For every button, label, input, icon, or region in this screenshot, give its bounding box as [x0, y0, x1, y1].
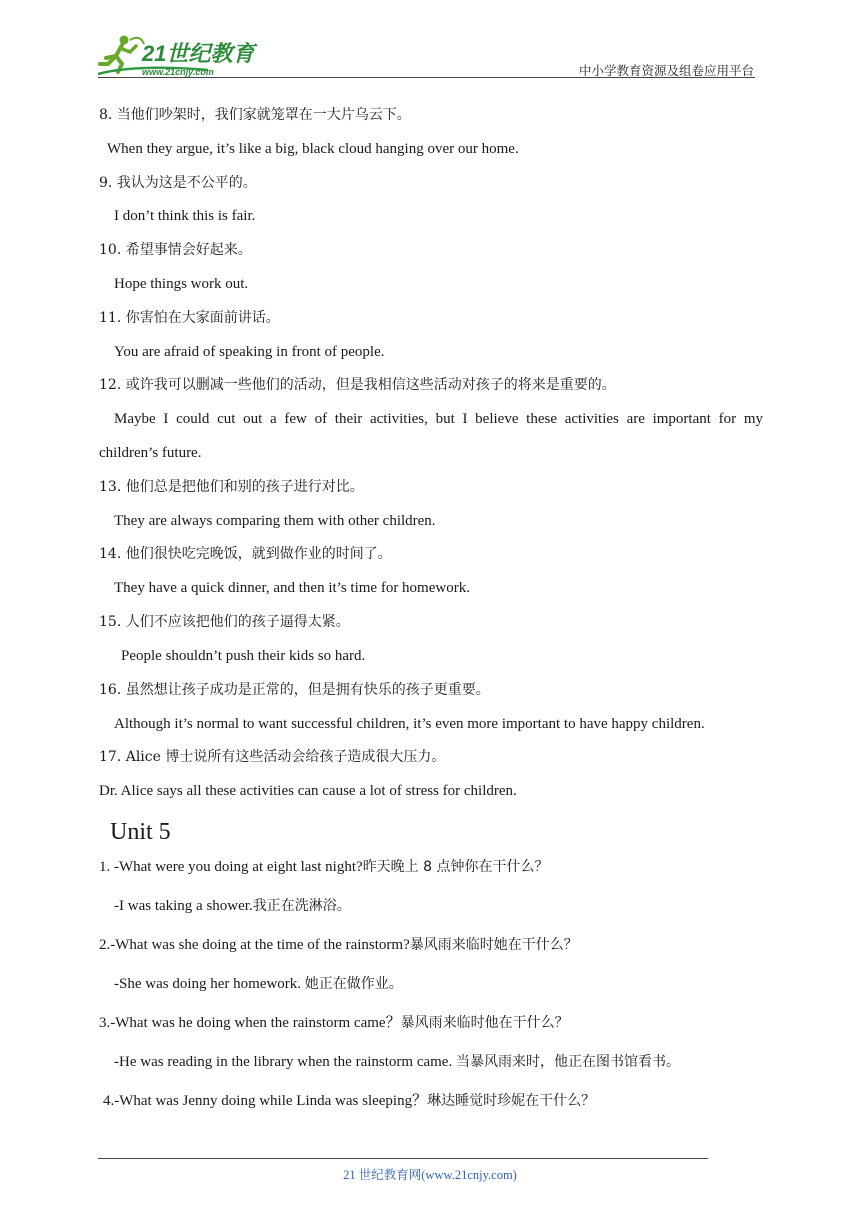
- page-header: [0, 0, 860, 90]
- svg-text:www.21cnjy.com: www.21cnjy.com: [142, 67, 214, 77]
- a2-english: -She was doing her homework.: [114, 976, 305, 992]
- item-10-english: Hope things work out.: [114, 276, 249, 292]
- unit5-q3: [99, 1014, 569, 1032]
- item-13-chinese: 13. 他们总是把他们和别的孩子进行对比。: [99, 479, 364, 495]
- item-12-chinese: 12. 或许我可以删减一些他们的活动，但是我相信这些活动对孩子的将来是重要的。: [99, 377, 616, 393]
- item-14-chinese: 14. 他们很快吃完晚饭，就到做作业的时间了。: [99, 546, 392, 562]
- item-12-english: Maybe I could cut out a few of their activities, but I believe these activities are important for my: [114, 411, 763, 427]
- item-16-chinese: 16. 虽然想让孩子成功是正常的，但是拥有快乐的孩子更重要。: [99, 682, 490, 698]
- q3-chinese: 暴风雨来临时他在干什么？: [400, 1015, 569, 1031]
- item-14-english: They have a quick dinner, and then it’s time for homework.: [114, 580, 470, 596]
- unit5-q4: [103, 1092, 595, 1110]
- item-11-english: You are afraid of speaking in front of people.: [114, 344, 385, 360]
- q4-chinese: 琳达睡觉时珍妮在干什么？: [427, 1093, 596, 1109]
- item-12-english-cont: children’s future.: [99, 445, 202, 461]
- item-9-english: I don’t think this is fair.: [114, 208, 256, 224]
- footer-link[interactable]: 21 世纪教育网(www.21cnjy.com): [343, 1168, 517, 1182]
- q2-chinese: 暴风雨来临时她在干什么？: [409, 937, 578, 953]
- item-16-english: Although it’s normal to want successful children, it’s even more important to have happy children.: [114, 716, 705, 732]
- q3-english: 3.-What was he doing when the rainstorm came？: [99, 1015, 401, 1031]
- a1-english: -I was taking a shower.: [114, 898, 253, 914]
- a2-chinese: 她正在做作业。: [304, 976, 403, 992]
- item-9-chinese: 9. 我认为这是不公平的。: [99, 175, 257, 191]
- item-13-english: They are always comparing them with other children.: [114, 513, 436, 529]
- item-17-chinese: 17. Alice 博士说所有这些活动会给孩子造成很大压力。: [99, 749, 446, 765]
- runner-logo-icon: [96, 34, 266, 78]
- item-15-english: People shouldn’t push their kids so hard.: [121, 648, 366, 664]
- unit-5-heading: Unit 5: [110, 819, 171, 845]
- footer-divider: [98, 1158, 708, 1159]
- item-8-chinese: 8. 当他们吵架时，我们家就笼罩在一大片乌云下。: [99, 107, 411, 123]
- site-logo: [96, 34, 266, 78]
- a3-english: -He was reading in the library when the rainstorm came.: [114, 1054, 456, 1070]
- unit5-a2: [114, 975, 403, 993]
- header-divider: [98, 77, 755, 78]
- a3-chinese: 当暴风雨来时，他正在图书馆看书。: [455, 1054, 680, 1070]
- item-8-english: When they argue, it’s like a big, black cloud hanging over our home.: [107, 141, 519, 157]
- q2-english: 2.-What was she doing at the time of the rainstorm?: [99, 937, 410, 953]
- svg-text:21世纪教育: 21世纪教育: [142, 41, 255, 66]
- unit5-a1: [114, 897, 351, 915]
- platform-title: 中小学教育资源及组卷应用平台: [578, 63, 754, 78]
- item-15-chinese: 15. 人们不应该把他们的孩子逼得太紧。: [99, 614, 350, 630]
- item-17-english: Dr. Alice says all these activities can cause a lot of stress for children.: [99, 783, 517, 799]
- unit5-a3: [114, 1053, 680, 1071]
- item-11-chinese: 11. 你害怕在大家面前讲话。: [99, 310, 280, 326]
- q1-english: 1. -What were you doing at eight last night?: [99, 859, 363, 875]
- item-10-chinese: 10. 希望事情会好起来。: [99, 242, 252, 258]
- unit5-q1: [99, 858, 549, 876]
- a1-chinese: 我正在洗淋浴。: [252, 898, 351, 914]
- q4-english: 4.-What was Jenny doing while Linda was sleeping？: [103, 1093, 428, 1109]
- q1-chinese: 昨天晚上 8 点钟你在干什么？: [362, 859, 549, 875]
- unit5-q2: [99, 936, 578, 954]
